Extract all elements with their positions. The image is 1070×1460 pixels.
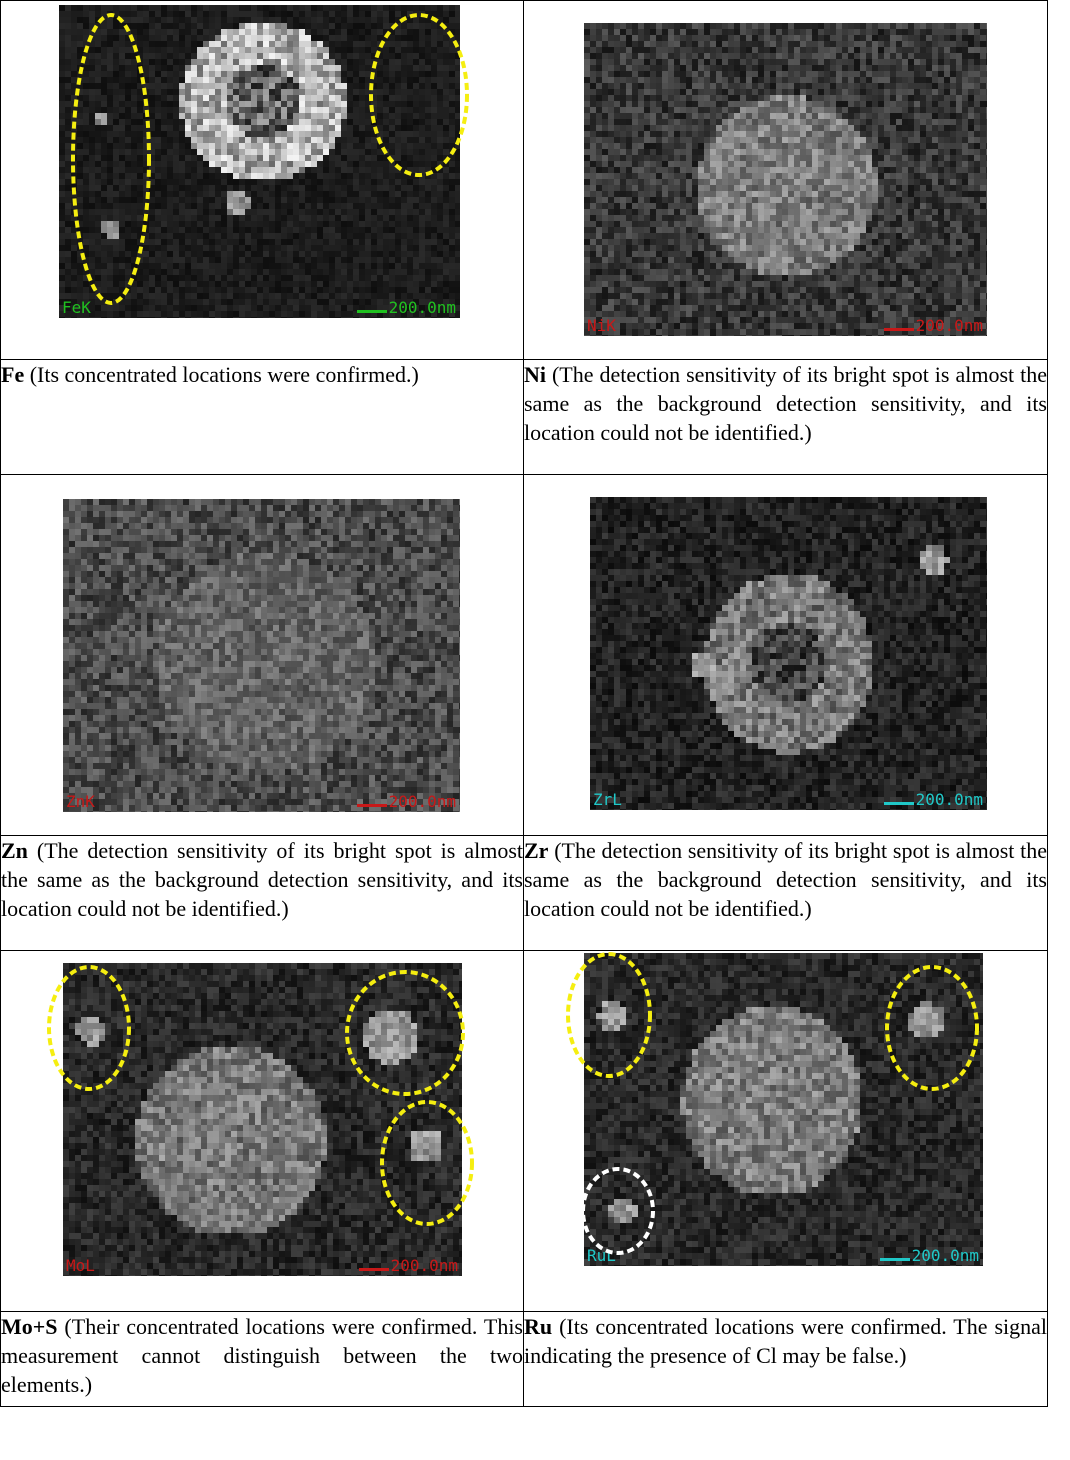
ni-scale-text: 200.0nm xyxy=(916,316,983,335)
zr-image-cell xyxy=(524,475,1048,836)
ni-caption-cell xyxy=(524,360,1048,475)
ni-caption-element: Ni xyxy=(524,362,546,387)
ni-element-label: NiK xyxy=(587,316,616,335)
fe-caption xyxy=(1,360,523,389)
zr-element-label: ZrL xyxy=(593,790,622,809)
zr-caption-element: Zr xyxy=(524,838,548,863)
mo-scale-bar xyxy=(359,1256,458,1275)
fe-caption-text: (Its concentrated locations were confirmed.) xyxy=(24,362,419,387)
ru-element-label: RuL xyxy=(587,1246,616,1265)
zn-caption xyxy=(1,836,523,923)
fe-image-cell xyxy=(1,1,524,360)
zn-caption-element: Zn xyxy=(1,838,28,863)
mo-caption-cell xyxy=(1,1312,524,1407)
fe-scale-text: 200.0nm xyxy=(389,298,456,317)
zn-map-image xyxy=(63,499,460,812)
zn-image-cell xyxy=(1,475,524,836)
ni-image-cell xyxy=(524,1,1048,360)
ru-scale-text: 200.0nm xyxy=(912,1246,979,1265)
ru-image-cell xyxy=(524,951,1048,1312)
ru-scale-bar xyxy=(880,1246,979,1265)
mo-scale-line xyxy=(359,1268,389,1271)
fe-map-image xyxy=(59,5,460,318)
fe-scale-bar xyxy=(357,298,456,317)
zn-scale-text: 200.0nm xyxy=(389,792,456,811)
ru-caption xyxy=(524,1312,1047,1370)
fe-caption-cell xyxy=(1,360,524,475)
mo-caption-text: (Their concentrated locations were confirmed. This measurement cannot distinguish between the two elements.) xyxy=(1,1314,523,1397)
zr-caption-text: (The detection sensitivity of its bright spot is almost the same as the background detection sensitivity, and its location could not be identified.) xyxy=(524,838,1047,921)
ru-scale-line xyxy=(880,1258,910,1261)
zn-element-label: ZnK xyxy=(66,792,95,811)
mo-caption-element: Mo+S xyxy=(1,1314,58,1339)
zr-caption-cell xyxy=(524,836,1048,951)
mo-scale-text: 200.0nm xyxy=(391,1256,458,1275)
zr-caption xyxy=(524,836,1047,923)
ni-scale-line xyxy=(884,328,914,331)
mo-image-cell xyxy=(1,951,524,1312)
zr-scale-line xyxy=(884,802,914,805)
ru-caption-cell xyxy=(524,1312,1048,1407)
ni-caption-text: (The detection sensitivity of its bright spot is almost the same as the background detection sensitivity, and its location could not be identified.) xyxy=(524,362,1047,445)
mo-map-image xyxy=(63,963,462,1276)
fe-scale-line xyxy=(357,310,387,313)
zn-scale-line xyxy=(357,804,387,807)
zr-scale-text: 200.0nm xyxy=(916,790,983,809)
fe-element-label: FeK xyxy=(62,298,91,317)
zn-caption-text: (The detection sensitivity of its bright spot is almost the same as the background detection sensitivity, and its location could not be identified.) xyxy=(1,838,523,921)
ni-scale-bar xyxy=(884,316,983,335)
zn-scale-bar xyxy=(357,792,456,811)
ru-caption-text: (Its concentrated locations were confirmed. The signal indicating the presence of Cl may be false.) xyxy=(524,1314,1047,1368)
zr-scale-bar xyxy=(884,790,983,809)
mo-element-label: MoL xyxy=(66,1256,95,1275)
ni-caption xyxy=(524,360,1047,447)
ni-map-image xyxy=(584,23,987,336)
zr-map-image xyxy=(590,497,987,810)
zn-caption-cell xyxy=(1,836,524,951)
ru-caption-element: Ru xyxy=(524,1314,552,1339)
fe-caption-element: Fe xyxy=(1,362,24,387)
ru-map-image xyxy=(584,953,983,1266)
mo-caption xyxy=(1,1312,523,1399)
